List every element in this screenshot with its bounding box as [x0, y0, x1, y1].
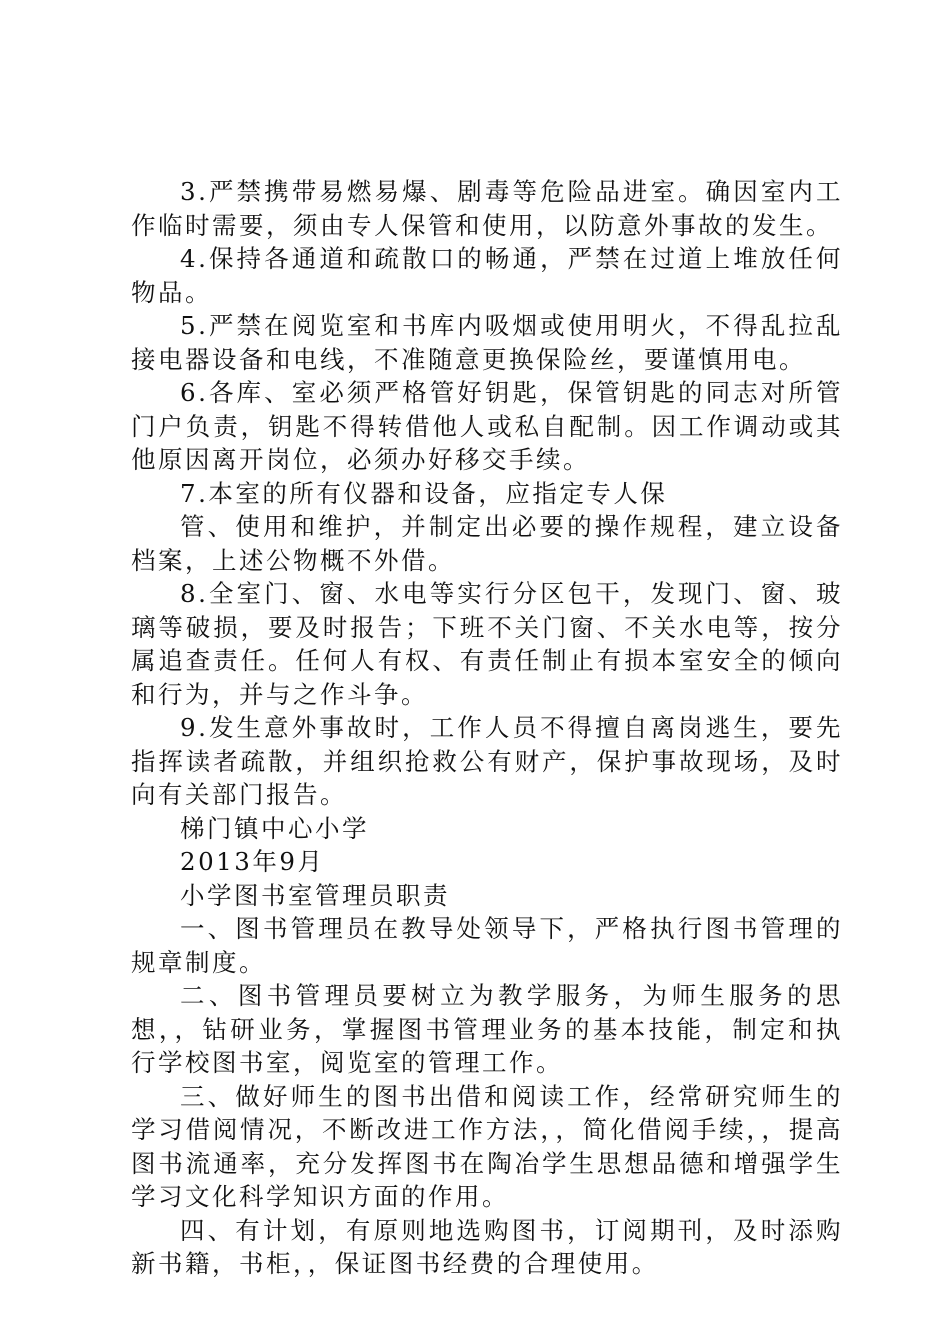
duty-1-paragraph: 一、图书管理员在教导处领导下，严格执行图书管理的规章制度。: [131, 914, 843, 977]
rule-9-paragraph: 9.发生意外事故时，工作人员不得擅自离岗逃生，要先指挥读者疏散，并组织抢救公有财产，保护事故现场，及时向有关部门报告。: [131, 713, 843, 809]
school-name: 梯门镇中心小学: [180, 813, 369, 843]
rule-7-continuation: 管、使用和维护，并制定出必要的操作规程，建立设备档案，上述公物概不外借。: [131, 512, 843, 575]
document-body: [131, 175, 843, 1281]
rule-6-paragraph: 6.各库、室必须严格管好钥匙，保管钥匙的同志对所管门户负责，钥匙不得转借他人或私自配制。因工作调动或其他原因离开岗位，必须办好移交手续。: [131, 378, 843, 474]
rule-7-first-line: 7.本室的所有仪器和设备，应指定专人保: [180, 478, 668, 508]
document-date: 2013年9月: [180, 847, 325, 876]
duty-2-paragraph: 二、图书管理员要树立为教学服务，为师生服务的思想，，钻研业务，掌握图书管理业务的基本技能，制定和执行学校图书室，阅览室的管理工作。: [131, 981, 843, 1077]
rule-3-paragraph: 3.严禁携带易燃易爆、剧毒等危险品进室。确因室内工作临时需要，须由专人保管和使用，以防意外事故的发生。: [131, 177, 843, 240]
rule-8-paragraph: 8.全室门、窗、水电等实行分区包干，发现门、窗、玻璃等破损，要及时报告；下班不关门窗、不关水电等，按分属追查责任。任何人有权、有责任制止有损本室安全的倾向和行为，并与之作斗争。: [131, 579, 843, 709]
section-title: 小学图书室管理员职责: [180, 880, 450, 910]
rule-4-paragraph: 4.保持各通道和疏散口的畅通，严禁在过道上堆放任何物品。: [131, 244, 843, 307]
rule-5-paragraph: 5.严禁在阅览室和书库内吸烟或使用明火，不得乱拉乱接电器设备和电线，不准随意更换保险丝，要谨慎用电。: [131, 311, 843, 374]
duty-3-paragraph: 三、做好师生的图书出借和阅读工作，经常研究师生的学习借阅情况，不断改进工作方法，，简化借阅手续，，提高图书流通率，充分发挥图书在陶冶学生思想品德和增强学生学习文化科学知识方面的作用。: [131, 1081, 843, 1211]
duty-4-paragraph: 四、有计划，有原则地选购图书，订阅期刊，及时添购新书籍，书柜，，保证图书经费的合理使用。: [131, 1215, 843, 1278]
